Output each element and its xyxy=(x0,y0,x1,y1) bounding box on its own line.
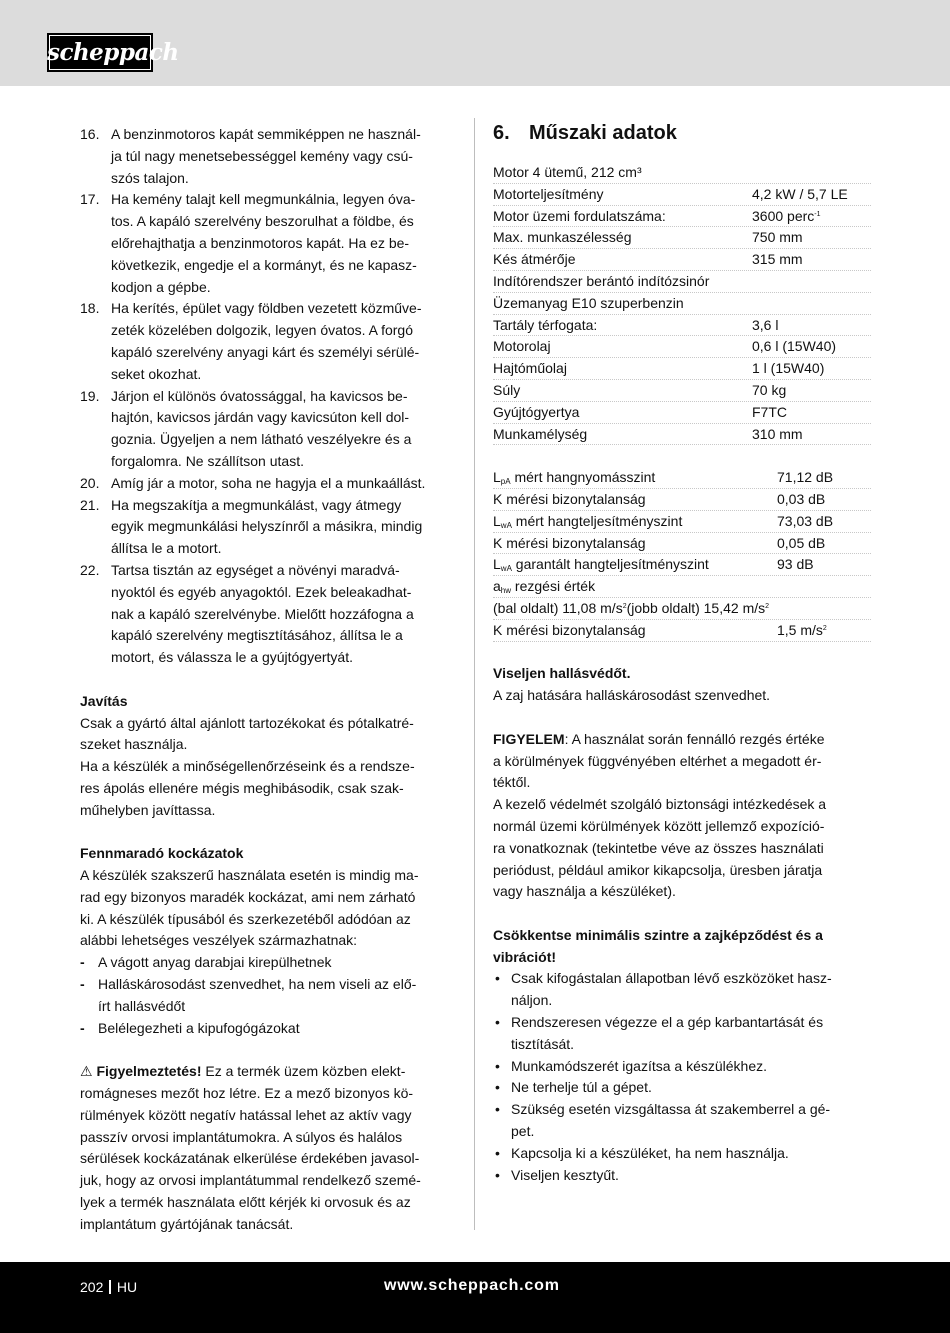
repair-section xyxy=(80,691,457,822)
risk-item xyxy=(80,974,457,1018)
noise-label: K mérési bizonytalanság xyxy=(493,490,646,507)
spec-label: Tartály térfogata: xyxy=(493,316,598,333)
text-line: ja túl nagy menetsebességgel kemény vagy csú- xyxy=(111,147,413,164)
dash-marker: - xyxy=(80,1019,85,1036)
item-number: 21. xyxy=(80,496,100,513)
spec-value: F7TC xyxy=(752,403,787,420)
text-line: Rendszeresen végezze el a gép karbantartását és xyxy=(511,1014,824,1031)
noise-value: 71,12 dB xyxy=(777,469,834,486)
noise-value: 0,03 dB xyxy=(777,490,826,507)
item-number: 19. xyxy=(80,387,100,404)
spec-label: Súly xyxy=(493,381,521,398)
text-line: Ha megszakítja a megmunkálást, vagy átmegy xyxy=(111,496,402,513)
text-line: Amíg jár a motor, soha ne hagyja el a munkaállást. xyxy=(111,474,426,491)
text-line: tisztítását. xyxy=(511,1035,575,1052)
spec-label: Motor üzemi fordulatszáma: xyxy=(493,207,666,224)
warning-first-line: Ez a termék üzem közben elekt- xyxy=(201,1063,406,1080)
noise-subscript: wA xyxy=(500,564,512,574)
noise-row xyxy=(493,554,871,576)
spec-row xyxy=(493,380,871,402)
list-item xyxy=(80,124,457,189)
text-line: kodjon a gépbe. xyxy=(111,278,211,295)
spec-row xyxy=(493,424,871,446)
noise-subscript: wA xyxy=(500,520,512,530)
left-column xyxy=(80,124,457,1236)
text-line: A vágott anyag darabjai kirepülhetnek xyxy=(98,954,332,971)
vibration-values-row: (bal oldalt) 11,08 $m/s^2(jobb$ oldalt) 15,42 $m/s^2$ xyxy=(493,598,871,620)
bullet-marker: • xyxy=(495,1079,500,1096)
warning-section xyxy=(80,1061,457,1235)
text-line: rülmények között negatív hatással lehet az aktív vagy xyxy=(80,1106,412,1123)
text-line: Belélegezheti a kipufogógázokat xyxy=(98,1019,300,1036)
bullet-marker: • xyxy=(495,970,500,987)
text-line: állítsa le a motort. xyxy=(111,540,222,557)
spec-value: 315 mm xyxy=(752,251,803,268)
noise-row xyxy=(493,533,871,555)
bullet-item xyxy=(493,1165,871,1187)
text-line: seket okozhat. xyxy=(111,365,202,382)
warning-label: Figyelmeztetés! xyxy=(96,1063,202,1080)
attention-label: FIGYELEM xyxy=(493,730,565,747)
text-line: rad egy bizonyos maradék kockázat, ami nem zárható xyxy=(80,888,416,905)
hearing-section xyxy=(493,663,871,707)
attention-text xyxy=(493,751,871,904)
section-title xyxy=(493,118,871,148)
spec-label: Max. munkaszélesség xyxy=(493,229,632,246)
hearing-heading: Viseljen hallásvédőt. xyxy=(493,665,631,682)
list-item xyxy=(80,495,457,560)
text-line: Munkamódszerét igazítsa a készülékhez. xyxy=(511,1057,768,1074)
item-number: 22. xyxy=(80,561,100,578)
text-line: periódust, például amikor kikapcsolja, üresben járatja xyxy=(493,861,823,878)
text-line: szós talajon. xyxy=(111,169,189,186)
page-header xyxy=(0,0,950,86)
text-line: romágneses mezőt hoz létre. Ez a mező bizonyos kö- xyxy=(80,1085,414,1102)
noise-value: 73,03 dB xyxy=(777,512,834,529)
bullet-marker: • xyxy=(495,1057,500,1074)
spec-value: 310 mm xyxy=(752,425,803,442)
text-line: Csak kifogástalan állapotban lévő eszközöket hasz- xyxy=(511,970,832,987)
text-line: ki. A készülék típusából és szerkezetéből adódóan az xyxy=(80,910,411,927)
text-line: hajtón, kavicsos járdán vagy kavicsúton kell dol- xyxy=(111,409,410,426)
bullet-item xyxy=(493,1099,871,1143)
repair-text xyxy=(80,713,457,822)
spec-label: Üzemanyag E10 szuperbenzin xyxy=(493,294,684,311)
repair-heading: Javítás xyxy=(80,692,128,709)
text-line: előrehajthatja a benzinmotoros kapát. Ha ez be- xyxy=(111,234,410,251)
risks-heading: Fennmaradó kockázatok xyxy=(80,845,244,862)
bullet-text xyxy=(511,1012,871,1056)
noise-row xyxy=(493,511,871,533)
risk-text xyxy=(98,952,457,974)
item-number: 16. xyxy=(80,126,100,142)
risk-text xyxy=(98,1018,457,1040)
attention-section xyxy=(493,729,871,903)
text-line: pet. xyxy=(511,1123,535,1140)
text-line: Ha a készülék a minőségellenőrzéseink és a rendsze- xyxy=(80,758,415,775)
noise-row xyxy=(493,467,871,489)
heading-line: vibrációt! xyxy=(493,948,557,965)
noise-row xyxy=(493,489,871,511)
vibration-k-label: K mérési bizonytalanság xyxy=(493,621,646,638)
bullet-item xyxy=(493,1143,871,1165)
text-line: kapáló szerelvény anyagi kárt és személyi sérülé- xyxy=(111,343,420,360)
spec-row xyxy=(493,227,871,249)
bullet-text xyxy=(511,968,871,1012)
attention-first-line: : A használat során fennálló rezgés értéke xyxy=(564,730,825,747)
spec-label: Kés átmérője xyxy=(493,251,576,268)
hearing-text: A zaj hatására halláskárosodást szenvedhet. xyxy=(493,687,771,704)
item-text xyxy=(111,560,457,669)
list-item xyxy=(80,189,457,298)
noise-label: $a_{hw}$ rezgési érték xyxy=(493,578,596,596)
noise-label: K mérési bizonytalanság xyxy=(493,534,646,551)
spec-label: Gyújtógyertya xyxy=(493,403,580,420)
text-line: Ne terhelje túl a gépet. xyxy=(511,1079,652,1096)
risks-text xyxy=(80,865,457,952)
safety-numbered-list xyxy=(80,124,457,669)
warning-text xyxy=(80,1083,457,1236)
spec-label: Indítórendszer berántó indítózsinór xyxy=(493,272,710,289)
spec-label: Motor 4 ütemű, 212 cm³ xyxy=(493,164,642,180)
text-line: sérülések kockázatának elkerülése érdekében javasol- xyxy=(80,1150,420,1167)
spec-row xyxy=(493,184,871,206)
section-title-text: Műszaki adatok xyxy=(529,122,677,144)
bullet-marker: • xyxy=(495,1144,500,1161)
noise-row xyxy=(493,576,871,598)
website-link[interactable]: www.scheppach.com xyxy=(384,1277,560,1294)
bullet-marker: • xyxy=(495,1014,500,1031)
list-item xyxy=(80,473,457,495)
logo-frame xyxy=(49,35,151,70)
risks-list xyxy=(80,952,457,1039)
text-line: goznia. Ügyeljen a nem látható veszélyekre és a xyxy=(111,431,412,448)
text-line: egyik megmunkálási helyszínről a másikra, mindig xyxy=(111,518,423,535)
text-line: Tartsa tisztán az egységet a növényi maradvá- xyxy=(111,561,400,578)
text-line: A benzinmotoros kapát semmiképpen ne használ- xyxy=(111,126,421,142)
text-line: passzív orvosi implantátumokra. A súlyos és halálos xyxy=(80,1128,403,1145)
text-line: res ápolás ellenére mégis meghibásodik, csak szak- xyxy=(80,779,404,796)
bullet-marker: • xyxy=(495,1166,500,1183)
text-line: juk, hogy az orvosi implantátummal rendelkező szemé- xyxy=(80,1172,421,1189)
text-line: következik, engedje el a kormányt, és ne kapasz- xyxy=(111,256,417,273)
section-number: 6. xyxy=(493,122,510,144)
risk-item xyxy=(80,1018,457,1040)
bullet-item xyxy=(493,968,871,1012)
noise-label: $L_{pA}$ mért hangnyomásszint xyxy=(493,469,656,487)
text-line: Kapcsolja ki a készüléket, ha nem használja. xyxy=(511,1144,789,1161)
item-text xyxy=(111,298,457,385)
list-item xyxy=(80,298,457,385)
right-column xyxy=(493,118,871,1186)
noise-value: 0,05 dB xyxy=(777,534,826,551)
text-line: tos. A kapáló szerelvény beszorulhat a földbe, és xyxy=(111,213,414,230)
spec-value: 0,6 l (15W40) xyxy=(752,338,837,355)
spec-row xyxy=(493,402,871,424)
spec-sup: -1 xyxy=(814,210,821,218)
item-number: 17. xyxy=(80,191,100,208)
text-line: kapáló szerelvény megtisztításához, állítsa le a xyxy=(111,627,403,644)
spec-row xyxy=(493,162,871,184)
text-line: írt hallásvédőt xyxy=(98,997,186,1014)
column-divider xyxy=(474,118,475,1230)
vibration-k-value: 1,5 m/s xyxy=(777,621,823,638)
list-item xyxy=(80,560,457,669)
spec-value: 3,6 l xyxy=(752,316,779,333)
spec-row xyxy=(493,249,871,271)
text-line: szeket használja. xyxy=(80,736,188,753)
spec-value: 1 l (15W40) xyxy=(752,360,825,377)
page-footer xyxy=(0,1262,950,1333)
spec-value: 750 mm xyxy=(752,229,803,246)
spec-label: Hajtóműolaj xyxy=(493,360,567,377)
text-line: Csak a gyártó által ajánlott tartozékokat és pótalkatré- xyxy=(80,714,414,731)
text-line: téktől. xyxy=(493,774,531,791)
item-text xyxy=(111,495,457,560)
specs-table xyxy=(493,162,871,445)
bullet-item xyxy=(493,1056,871,1078)
spec-label: Motorolaj xyxy=(493,338,551,355)
reduce-heading xyxy=(493,925,871,969)
text-line: alábbi lehetséges veszélyek származhatnak: xyxy=(80,932,358,949)
warning-triangle-icon: ⚠ xyxy=(80,1063,93,1080)
item-text xyxy=(111,473,457,495)
item-text xyxy=(111,189,457,298)
text-line: lyek a termék használata előtt kérjék ki orvosuk és az xyxy=(80,1194,411,1211)
item-text xyxy=(111,386,457,473)
vibration-right: (jobb oldalt) 15,42 m/s xyxy=(626,599,766,616)
text-line: nak a kapáló szerelvénybe. Mielőtt hozzáfogna a xyxy=(111,605,414,622)
text-line: implantátum gyártójának tanácsát. xyxy=(80,1215,294,1232)
item-number: 18. xyxy=(80,300,100,317)
vibration-left: (bal oldalt) 11,08 m/s xyxy=(493,599,623,616)
item-number: 20. xyxy=(80,474,100,491)
text-line: Járjon el különös óvatossággal, ha kavicsos be- xyxy=(111,387,408,404)
spec-value: 4,2 kW / 5,7 LE xyxy=(752,185,848,202)
bullet-item xyxy=(493,1012,871,1056)
heading-line: Csökkentse minimális szintre a zajképződést és a xyxy=(493,926,823,943)
item-text xyxy=(111,124,457,189)
list-item xyxy=(80,386,457,473)
text-line: náljon. xyxy=(511,992,553,1009)
text-line: vagy használja a készüléket). xyxy=(493,883,676,900)
text-line: A kezelő védelmét szolgáló biztonsági intézkedések a xyxy=(493,796,827,813)
spec-row xyxy=(493,271,871,293)
text-line: A készülék szakszerű használata esetén is mindig ma- xyxy=(80,867,419,884)
text-line: zeték közelében dolgozik, legyen óvatos. A forgó xyxy=(111,322,413,339)
brand-logo xyxy=(47,33,179,72)
text-line: a körülmények függvényében eltérhet a megadott ér- xyxy=(493,752,822,769)
spec-label: Munkamélység xyxy=(493,425,588,442)
noise-table xyxy=(493,467,871,598)
text-line: forgalomra. Ne szállítson utast. xyxy=(111,452,304,469)
reduce-section xyxy=(493,925,871,1187)
spec-row xyxy=(493,293,871,315)
text-line: Ha kerítés, épület vagy földben vezetett közműve- xyxy=(111,300,422,317)
text-line: nyoktól és egyéb anyagoktól. Ezek beleakadhat- xyxy=(111,583,412,600)
text-line: Szükség esetén vizsgáltassa át szakemberrel a gé- xyxy=(511,1101,831,1118)
noise-subscript: hw xyxy=(500,586,512,596)
noise-label: $L_{wA}$ garantált hangteljesítményszint xyxy=(493,556,709,574)
page-separator xyxy=(109,1280,111,1294)
noise-value: 93 dB xyxy=(777,556,814,573)
risk-item xyxy=(80,952,457,974)
text-line: motort, és válassza le a gyújtógyertyát. xyxy=(111,649,353,666)
vibration-k-row: K mérési bizonytalanság 1,5 $m/s^2$ xyxy=(493,620,871,642)
language-code: HU xyxy=(116,1279,138,1295)
page-number: 202 HU xyxy=(80,1279,138,1295)
bullet-text xyxy=(511,1099,871,1143)
logo-text: scheppach xyxy=(47,39,179,66)
dash-marker: - xyxy=(80,954,85,971)
text-line: normál üzemi körülmények között jellemző expozíció- xyxy=(493,817,825,834)
text-line: ra vonatkoznak (tekintetbe véve az összes használati xyxy=(493,839,824,856)
risk-text xyxy=(98,974,457,1018)
text-line: Halláskárosodást szenvedhet, ha nem viseli az elő- xyxy=(98,976,417,993)
bullet-text xyxy=(511,1077,871,1099)
spec-row xyxy=(493,206,871,228)
noise-subscript: pA xyxy=(500,477,511,487)
reduce-list xyxy=(493,968,871,1186)
spec-value: 3600 perc$^{-1}$ xyxy=(752,207,821,224)
bullet-marker: • xyxy=(495,1101,500,1118)
spec-value: 70 kg xyxy=(752,381,787,398)
text-line: műhelyben javíttassa. xyxy=(80,801,216,818)
bullet-text xyxy=(511,1056,871,1078)
dash-marker: - xyxy=(80,976,85,993)
noise-label: $L_{wA}$ mért hangteljesítményszint xyxy=(493,512,683,530)
bullet-text xyxy=(511,1165,871,1187)
text-line: Ha kemény talajt kell megmunkálnia, legyen óva- xyxy=(111,191,416,208)
spec-label: Motorteljesítmény xyxy=(493,185,604,202)
spec-row xyxy=(493,315,871,337)
text-line: Viseljen kesztyűt. xyxy=(511,1166,619,1183)
spec-row xyxy=(493,336,871,358)
spec-row xyxy=(493,358,871,380)
risks-section xyxy=(80,843,457,1039)
bullet-text xyxy=(511,1143,871,1165)
bullet-item xyxy=(493,1077,871,1099)
